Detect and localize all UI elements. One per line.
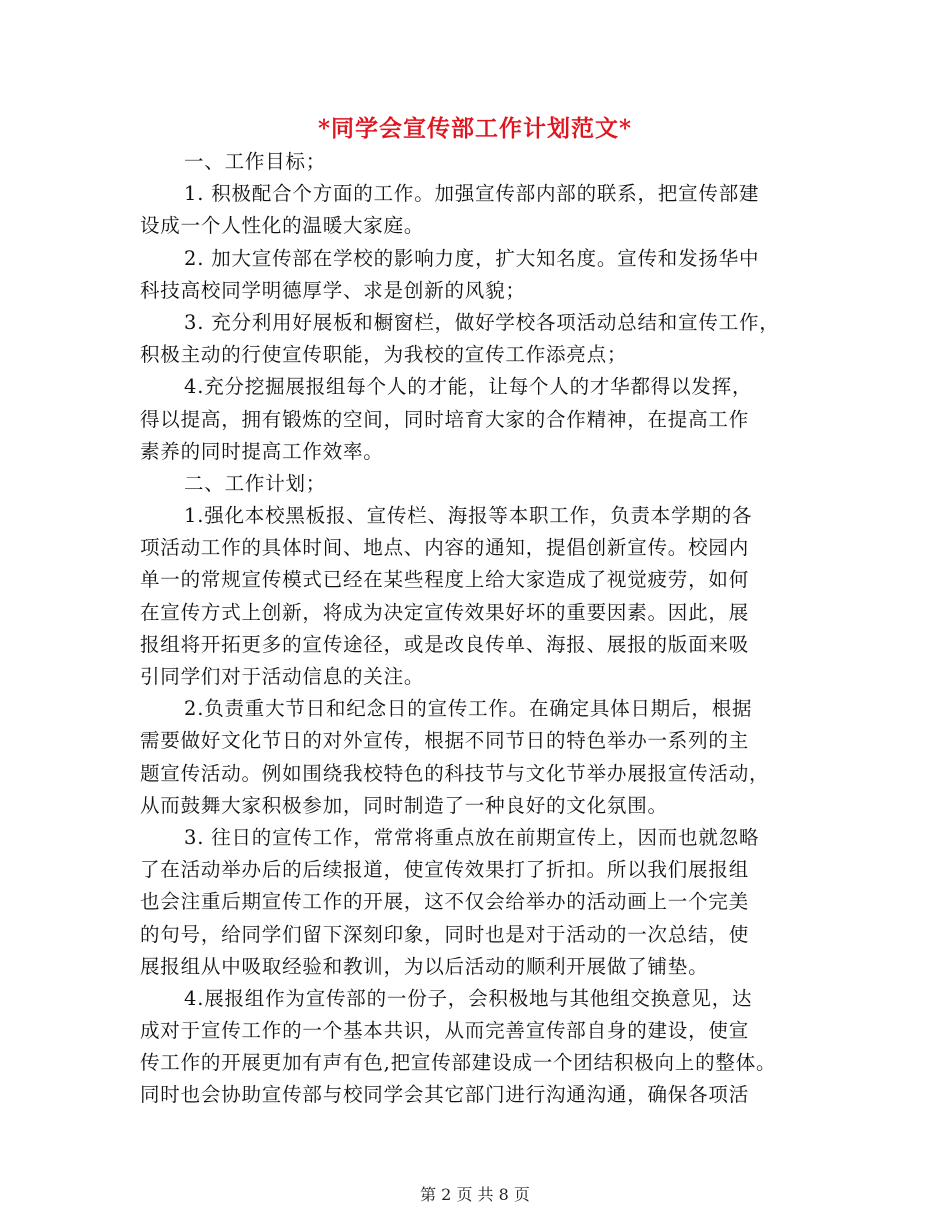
paragraph-line: 成对于宣传工作的一个基本共识，从而完善宣传部自身的建设，使宣 (140, 1019, 750, 1043)
paragraph-line: 传工作的开展更加有声有色,把宣传部建设成一个团结积极向上的整体。 (140, 1051, 777, 1075)
paragraph-line: 2. 加大宣传部在学校的影响力度，扩大知名度。宣传和发扬华中 (184, 246, 760, 270)
paragraph-line: 设成一个人性化的温暖大家庭。 (140, 214, 425, 238)
paragraph-line: 2.负责重大节日和纪念日的宣传工作。在确定具体日期后，根据 (184, 697, 753, 721)
paragraph-line: 题宣传活动。例如围绕我校特色的科技节与文化节举办展报宣传活动， (140, 761, 770, 785)
paragraph-line: 3. 充分利用好展板和橱窗栏，做好学校各项活动总结和宣传工作， (184, 310, 780, 334)
paragraph-line: 报组将开拓更多的宣传途径，或是改良传单、海报、展报的版面来吸 (140, 632, 750, 656)
paragraph-line: 同时也会协助宣传部与校同学会其它部门进行沟通沟通，确保各项活 (140, 1083, 750, 1107)
paragraph-line: 1. 积极配合个方面的工作。加强宣传部内部的联系，把宣传部建 (184, 182, 760, 206)
paragraph-line: 了在活动举办后的后续报道，使宣传效果打了折扣。所以我们展报组 (140, 858, 750, 882)
paragraph-line: 从而鼓舞大家积极参加，同时制造了一种良好的文化氛围。 (140, 793, 668, 817)
paragraph-line: 的句号，给同学们留下深刻印象，同时也是对于活动的一次总结，使 (140, 922, 750, 946)
paragraph-line: 1.强化本校黑板报、宣传栏、海报等本职工作，负责本学期的各 (184, 504, 753, 528)
document-title: *同学会宣传部工作计划范文* (317, 115, 633, 142)
paragraph-line: 需要做好文化节日的对外宣传，根据不同节日的特色举办一系列的主 (140, 729, 750, 753)
paragraph-line: 3. 往日的宣传工作，常常将重点放在前期宣传上，因而也就忽略 (184, 825, 760, 849)
paragraph-line: 二、工作计划； (184, 471, 327, 495)
paragraph-line: 素养的同时提高工作效率。 (140, 439, 384, 463)
document-body (140, 146, 820, 1112)
paragraph-line: 项活动工作的具体时间、地点、内容的通知，提倡创新宣传。校园内 (140, 536, 750, 560)
paragraph-line: 4.展报组作为宣传部的一份子，会积极地与其他组交换意见，达 (184, 986, 753, 1010)
page-footer: 第 2 页 共 8 页 (420, 1185, 530, 1204)
paragraph-line: 科技高校同学明德厚学、求是创新的风貌； (140, 278, 526, 302)
paragraph-line: 展报组从中吸取经验和教训，为以后活动的顺利开展做了铺垫。 (140, 954, 709, 978)
paragraph-line: 也会注重后期宣传工作的开展，这不仅会给举办的活动画上一个完美 (140, 890, 750, 914)
paragraph-line: 引同学们对于活动信息的关注。 (140, 665, 425, 688)
paragraph-line: 一、工作目标； (184, 150, 327, 173)
paragraph-line: 4.充分挖掘展报组每个人的才能，让每个人的才华都得以发挥， (184, 375, 753, 399)
paragraph-line: 在宣传方式上创新，将成为决定宣传效果好坏的重要因素。因此，展 (140, 600, 750, 624)
paragraph-line: 得以提高，拥有锻炼的空间，同时培育大家的合作精神，在提高工作 (140, 407, 750, 431)
paragraph-line: 积极主动的行使宣传职能，为我校的宣传工作添亮点； (140, 343, 628, 367)
paragraph-line: 单一的常规宣传模式已经在某些程度上给大家造成了视觉疲劳，如何 (140, 568, 750, 592)
